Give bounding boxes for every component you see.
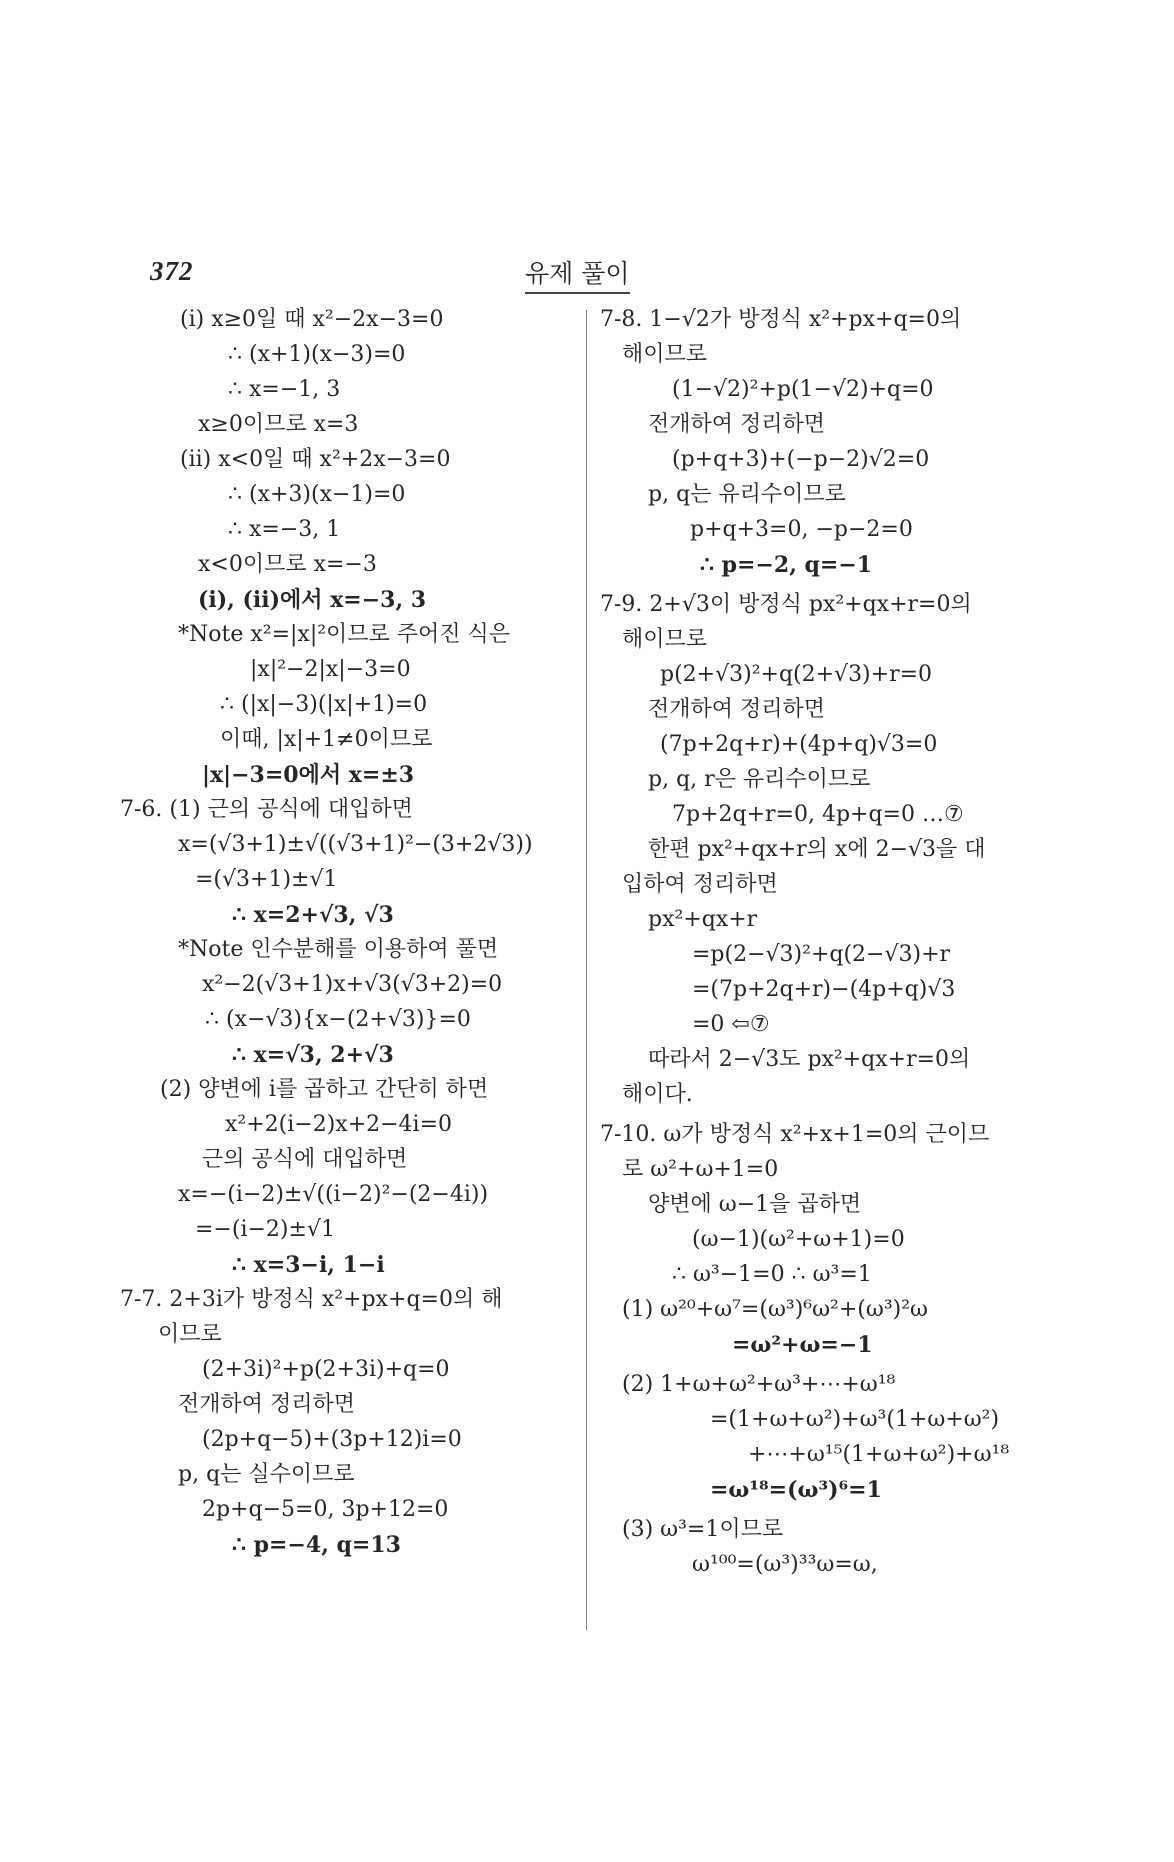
right-line: 7-8. 1−√2가 방정식 x²+px+q=0의	[600, 307, 962, 332]
left-line: 근의 공식에 대입하면	[202, 1147, 408, 1172]
left-line: ∴ x=√3, 2+√3	[232, 1042, 394, 1068]
left-line: 이때, |x|+1≠0이므로	[220, 727, 433, 752]
left-line: =(√3+1)±√1	[195, 867, 338, 892]
right-line: 7p+2q+r=0, 4p+q=0 …⑦	[672, 802, 964, 827]
left-line: |x|²−2|x|−3=0	[250, 657, 411, 682]
left-line: (2) 양변에 i를 곱하고 간단히 하면	[160, 1077, 489, 1102]
column-divider	[586, 310, 587, 1630]
right-line: (1) ω²⁰+ω⁷=(ω³)⁶ω²+(ω³)²ω	[622, 1297, 928, 1322]
right-line: =ω¹⁸=(ω³)⁶=1	[710, 1477, 882, 1503]
right-line: =(1+ω+ω²)+ω³(1+ω+ω²)	[710, 1407, 1000, 1432]
left-line: ∴ (x−√3){x−(2+√3)}=0	[205, 1007, 471, 1032]
right-line: ∴ p=−2, q=−1	[700, 552, 873, 578]
right-line: 해이므로	[622, 342, 708, 367]
right-line: 7-9. 2+√3이 방정식 px²+qx+r=0의	[600, 592, 972, 617]
left-line: =−(i−2)±√1	[195, 1217, 335, 1242]
right-line: 전개하여 정리하면	[648, 697, 826, 722]
left-line: ∴ (x+1)(x−3)=0	[228, 342, 406, 367]
left-line: (2p+q−5)+(3p+12)i=0	[202, 1427, 462, 1452]
left-line: x=(√3+1)±√((√3+1)²−(3+2√3))	[178, 832, 533, 857]
left-line: 7-7. 2+3i가 방정식 x²+px+q=0의 해	[120, 1287, 503, 1312]
right-line: 양변에 ω−1을 곱하면	[648, 1192, 862, 1217]
right-line: px²+qx+r	[648, 907, 758, 932]
right-line: (1−√2)²+p(1−√2)+q=0	[672, 377, 934, 402]
left-line: 7-6. (1) 근의 공식에 대입하면	[120, 797, 413, 822]
left-line: 전개하여 정리하면	[178, 1392, 356, 1417]
right-line: 해이므로	[622, 627, 708, 652]
left-line: x=−(i−2)±√((i−2)²−(2−4i))	[178, 1182, 489, 1207]
page-title: 유제 풀이	[525, 254, 630, 294]
right-line: (7p+2q+r)+(4p+q)√3=0	[660, 732, 938, 757]
right-line: p, q는 유리수이므로	[648, 482, 846, 507]
right-line: p+q+3=0, −p−2=0	[690, 517, 913, 542]
right-line: 입하여 정리하면	[622, 872, 778, 897]
right-line: =p(2−√3)²+q(2−√3)+r	[692, 942, 951, 967]
right-line: p(2+√3)²+q(2+√3)+r=0	[660, 662, 933, 687]
right-line: p, q, r은 유리수이므로	[648, 767, 871, 792]
right-line: 전개하여 정리하면	[648, 412, 826, 437]
left-line: ∴ (x+3)(x−1)=0	[228, 482, 406, 507]
page-number: 372	[150, 256, 194, 286]
left-line: (ii) x<0일 때 x²+2x−3=0	[180, 447, 451, 472]
right-line: 로 ω²+ω+1=0	[622, 1157, 779, 1182]
left-line: ∴ x=2+√3, √3	[232, 902, 394, 928]
right-line: (2) 1+ω+ω²+ω³+⋯+ω¹⁸	[622, 1372, 896, 1397]
right-line: =(7p+2q+r)−(4p+q)√3	[692, 977, 956, 1002]
left-line: x<0이므로 x=−3	[198, 552, 377, 577]
right-line: 따라서 2−√3도 px²+qx+r=0의	[648, 1047, 971, 1072]
left-line: ∴ p=−4, q=13	[232, 1532, 401, 1558]
right-line: =0 ⇦⑦	[692, 1012, 770, 1037]
right-line: 해이다.	[622, 1082, 693, 1107]
right-line: (p+q+3)+(−p−2)√2=0	[672, 447, 930, 472]
right-line: =ω²+ω=−1	[732, 1332, 873, 1358]
left-line: *Note x²=|x|²이므로 주어진 식은	[178, 622, 511, 647]
left-line: (i), (ii)에서 x=−3, 3	[198, 587, 427, 613]
left-line: ∴ x=−1, 3	[228, 377, 341, 402]
right-line: +⋯+ω¹⁵(1+ω+ω²)+ω¹⁸	[748, 1442, 1010, 1467]
right-line: ω¹⁰⁰=(ω³)³³ω=ω,	[692, 1552, 878, 1577]
left-line: p, q는 실수이므로	[178, 1462, 355, 1487]
left-line: x²+2(i−2)x+2−4i=0	[225, 1112, 453, 1137]
left-line: ∴ x=3−i, 1−i	[232, 1252, 385, 1278]
left-line: *Note 인수분해를 이용하여 풀면	[178, 937, 499, 962]
left-line: x≥0이므로 x=3	[198, 412, 359, 437]
left-line: 이므로	[158, 1322, 222, 1347]
right-line: (ω−1)(ω²+ω+1)=0	[692, 1227, 905, 1252]
left-line: ∴ (|x|−3)(|x|+1)=0	[220, 692, 428, 717]
right-line: 한편 px²+qx+r의 x에 2−√3을 대	[648, 837, 986, 862]
left-line: (2+3i)²+p(2+3i)+q=0	[202, 1357, 450, 1382]
left-line: (i) x≥0일 때 x²−2x−3=0	[180, 307, 444, 332]
right-line: (3) ω³=1이므로	[622, 1517, 784, 1542]
left-line: ∴ x=−3, 1	[228, 517, 341, 542]
right-line: ∴ ω³−1=0 ∴ ω³=1	[672, 1262, 872, 1287]
left-line: 2p+q−5=0, 3p+12=0	[202, 1497, 449, 1522]
left-line: x²−2(√3+1)x+√3(√3+2)=0	[202, 972, 503, 997]
right-line: 7-10. ω가 방정식 x²+x+1=0의 근이므	[600, 1122, 990, 1147]
left-line: |x|−3=0에서 x=±3	[202, 762, 415, 788]
